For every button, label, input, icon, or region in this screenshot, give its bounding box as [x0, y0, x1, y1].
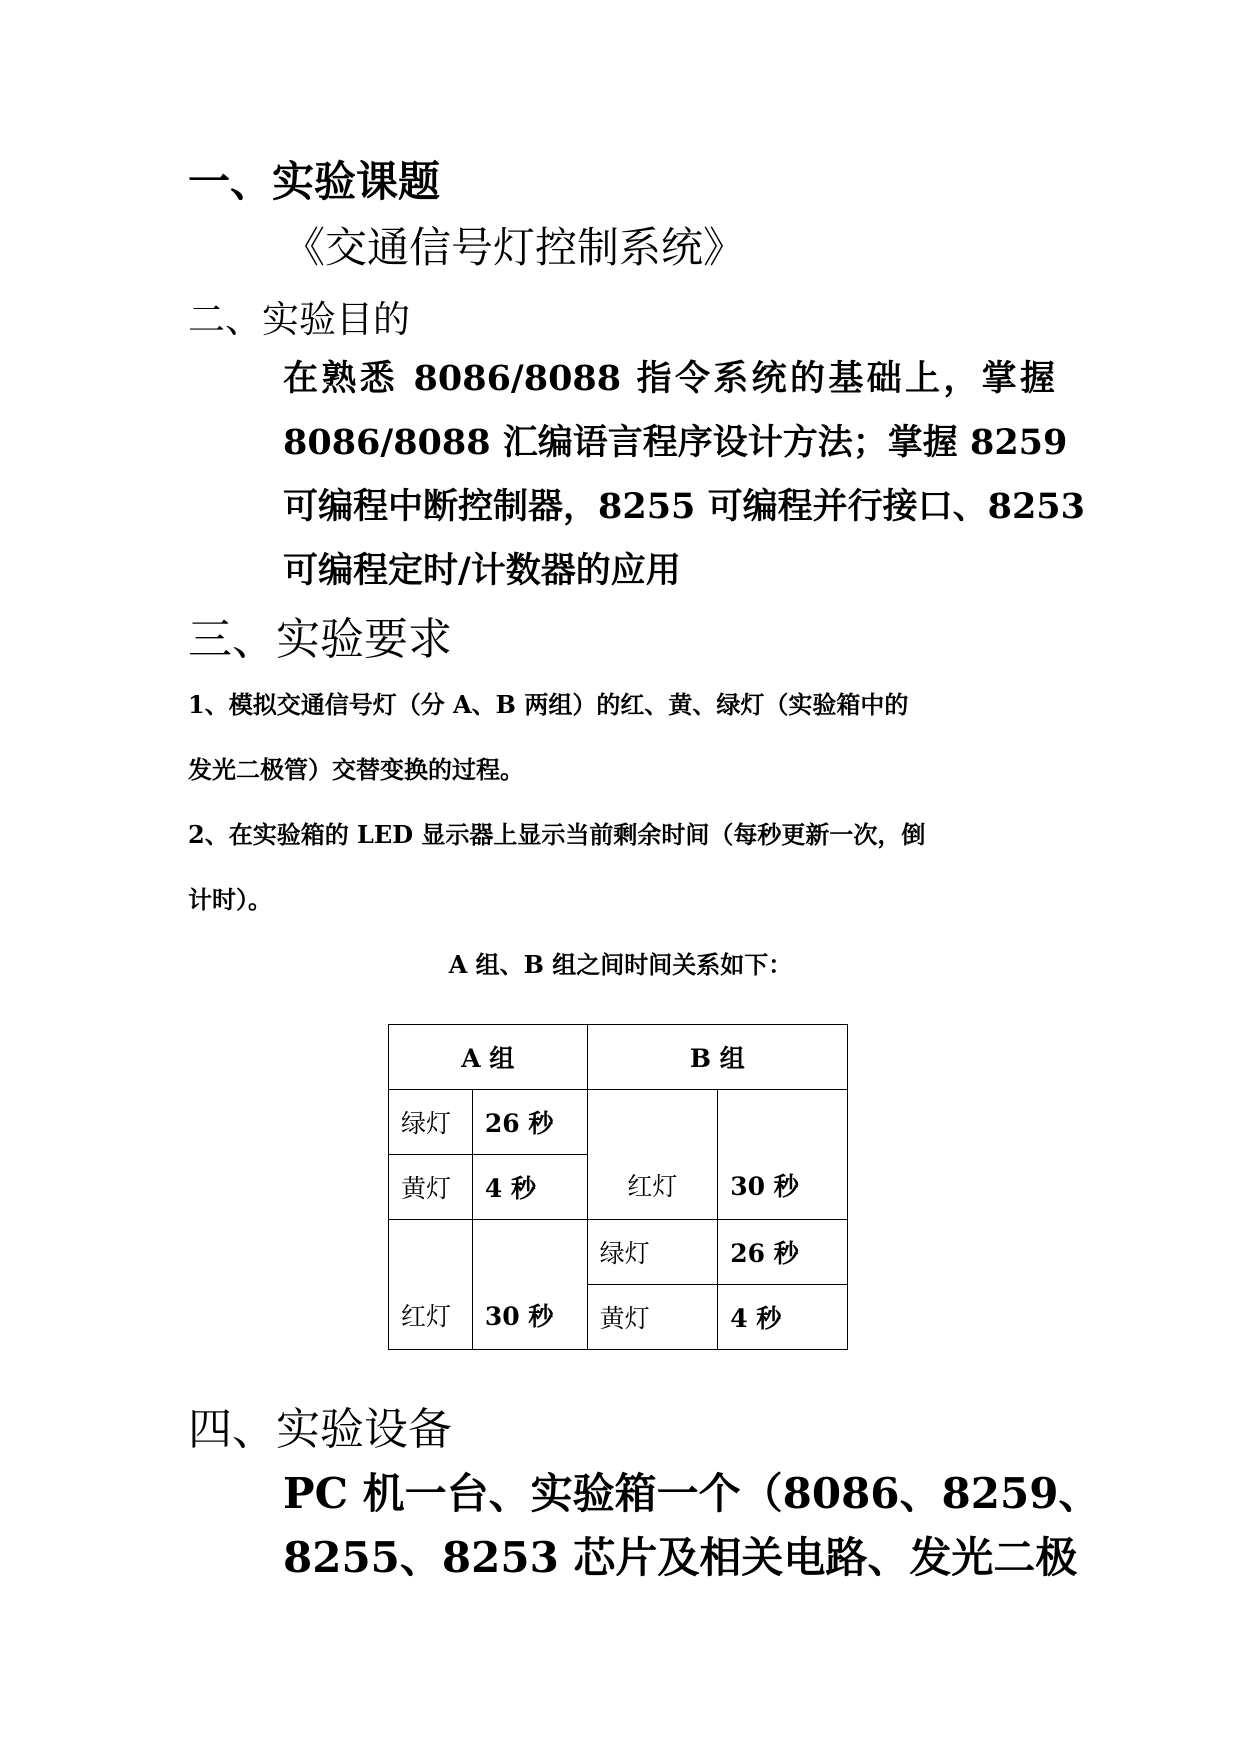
section-4-heading: 四、实验设备 — [188, 1404, 452, 1455]
equipment-line-2: 8255、8253 芯片及相关电路、发光二极 — [283, 1533, 1078, 1582]
section-3-heading: 三、实验要求 — [188, 614, 452, 665]
purpose-line-1: 在熟悉 8086/8088 指令系统的基础上，掌握 — [283, 358, 1055, 399]
header-group-b: B 组 — [587, 1025, 847, 1090]
table-row — [389, 1220, 848, 1285]
requirement-line-3: 2、在实验箱的 LED 显示器上显示当前剩余时间（每秒更新一次，倒 — [188, 820, 926, 849]
a-time-cell: 26 秒 — [472, 1090, 587, 1155]
header-group-a: A 组 — [389, 1025, 588, 1090]
b-time-cell: 30 秒 — [718, 1090, 848, 1220]
a-light-cell: 红灯 — [389, 1220, 473, 1350]
purpose-line-4: 可编程定时/计数器的应用 — [283, 550, 681, 591]
table-row — [389, 1090, 848, 1155]
a-light-cell: 绿灯 — [389, 1090, 473, 1155]
section-1-heading: 一、实验课题 — [188, 157, 441, 206]
a-light-cell: 黄灯 — [389, 1155, 473, 1220]
a-time-cell: 30 秒 — [472, 1220, 587, 1350]
b-time-cell: 4 秒 — [718, 1285, 848, 1350]
table-caption: A 组、B 组之间时间关系如下： — [448, 950, 793, 979]
b-light-cell: 红灯 — [587, 1090, 718, 1220]
requirement-line-1: 1、模拟交通信号灯（分 A、B 两组）的红、黄、绿灯（实验箱中的 — [188, 690, 909, 719]
b-light-cell: 绿灯 — [587, 1220, 718, 1285]
experiment-title: 《交通信号灯控制系统》 — [283, 223, 746, 272]
a-time-cell: 4 秒 — [472, 1155, 587, 1220]
requirement-line-2: 发光二极管）交替变换的过程。 — [188, 755, 524, 784]
section-2-heading: 二、实验目的 — [188, 298, 410, 341]
table-header-row — [389, 1025, 848, 1090]
b-time-cell: 26 秒 — [718, 1220, 848, 1285]
purpose-line-2: 8086/8088 汇编语言程序设计方法；掌握 8259 — [283, 422, 1068, 463]
purpose-line-3: 可编程中断控制器，8255 可编程并行接口、8253 — [283, 486, 1086, 527]
equipment-line-1: PC 机一台、实验箱一个（8086、8259、 — [283, 1469, 1101, 1518]
requirement-line-4: 计时）。 — [188, 885, 272, 914]
timing-table — [388, 1024, 848, 1350]
b-light-cell: 黄灯 — [587, 1285, 718, 1350]
